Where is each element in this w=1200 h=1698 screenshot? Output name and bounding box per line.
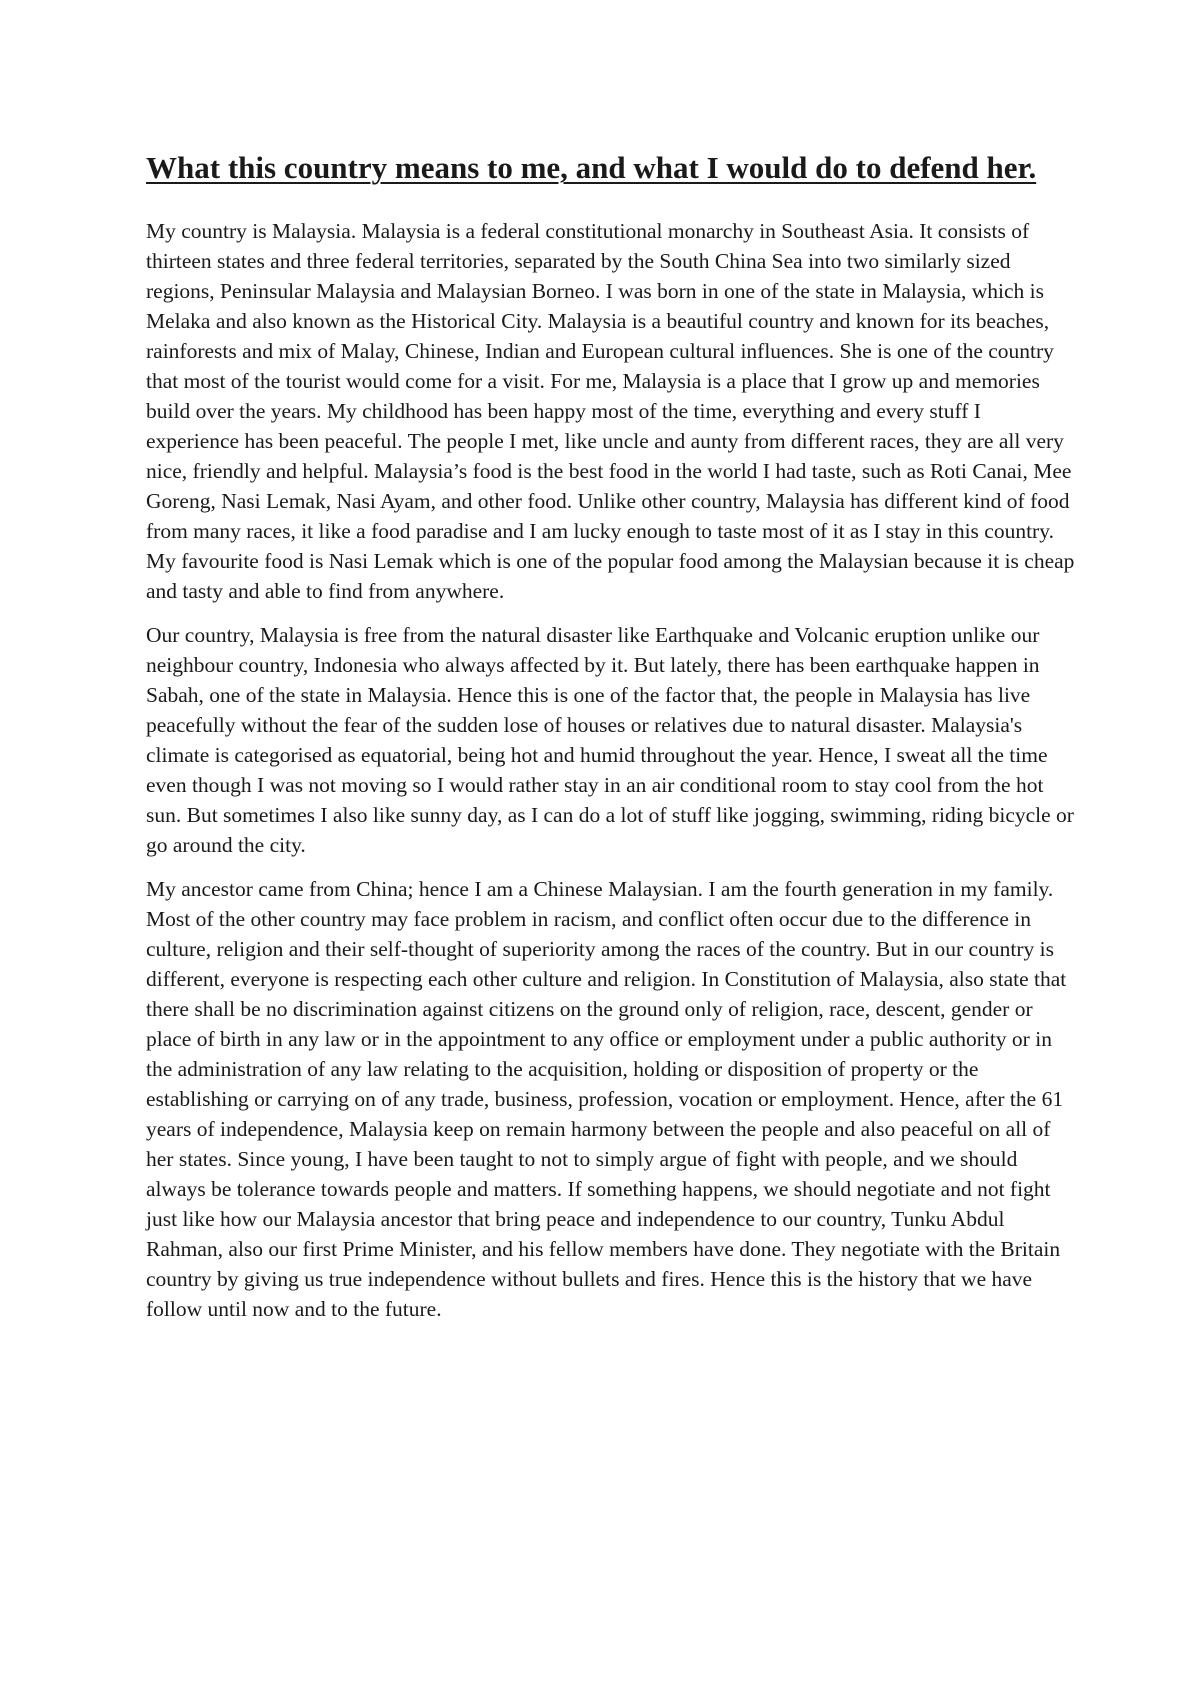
paragraph-2: Our country, Malaysia is free from the natural disaster like Earthquake and Volcanic eruption unlike our neighbour country, Indonesia who always affected by it. But lately, there has been earthquake happen in Sabah, one of the state in Malaysia. Hence this is one of the factor that, the people in Malaysia has live peacefully without the fear of the sudden lose of houses or relatives due to natural disaster. Malaysia's climate is categorised as equatorial, being hot and humid throughout the year. Hence, I sweat all the time even though I was not moving so I would rather stay in an air conditional room to stay cool from the hot sun. But sometimes I also like sunny day, as I can do a lot of stuff like jogging, swimming, riding bicycle or go around the city. [146,623,1074,857]
paragraph-1: My country is Malaysia. Malaysia is a federal constitutional monarchy in Southeast Asia. It consists of thirteen states and three federal territories, separated by the South China Sea into two similarly sized regions, Peninsular Malaysia and Malaysian Borneo. I was born in one of the state in Malaysia, which is Melaka and also known as the Historical City. Malaysia is a beautiful country and known for its beaches, rainforests and mix of Malay, Chinese, Indian and European cultural influences. She is one of the country that most of the tourist would come for a visit. For me, Malaysia is a place that I grow up and memories build over the years. My childhood has been happy most of the time, everything and every stuff I experience has been peaceful. The people I met, like uncle and aunty from different races, they are all very nice, friendly and helpful. Malaysia’s food is the best food in the world I had taste, such as Roti Canai, Mee Goreng, Nasi Lemak, Nasi Ayam, and other food. Unlike other country, Malaysia has different kind of food from many races, it like a food paradise and I am lucky enough to taste most of it as I stay in this country. My favourite food is Nasi Lemak which is one of the popular food among the Malaysian because it is cheap and tasty and able to find from anywhere. [146,219,1075,603]
essay-title: What this country means to me, and what I would do to defend her. [146,150,1037,185]
paragraph-3: My ancestor came from China; hence I am a Chinese Malaysian. I am the fourth generation in my family. Most of the other country may face problem in racism, and conflict often occur due to the difference in culture, religion and their self-thought of superiority among the races of the country. But in our country is different, everyone is respecting each other culture and religion. In Constitution of Malaysia, also state that there shall be no discrimination against citizens on the ground only of religion, race, descent, gender or place of birth in any law or in the appointment to any office or employment under a public authority or in the administration of any law relating to the acquisition, holding or disposition of property or the establishing or carrying on of any trade, business, profession, vocation or employment. Hence, after the 61 years of independence, Malaysia keep on remain harmony between the people and also peaceful on all of her states. Since young, I have been taught to not to simply argue of fight with people, and we should always be tolerance towards people and matters. If something happens, we should negotiate and not fight just like how our Malaysia ancestor that bring peace and independence to our country, Tunku Abdul Rahman, also our first Prime Minister, and his fellow members have done. They negotiate with the Britain country by giving us true independence without bullets and fires. Hence this is the history that we have follow until now and to the future. [146,877,1067,1321]
document-body [146,144,1076,1338]
